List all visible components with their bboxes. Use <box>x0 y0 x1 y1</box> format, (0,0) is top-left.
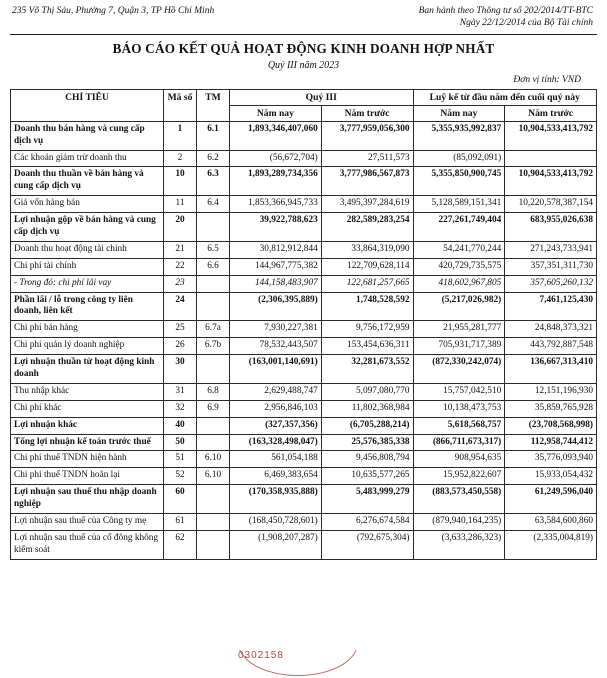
row-quarter-this-year: (170,358,935,888) <box>230 485 322 514</box>
row-code: 61 <box>164 514 197 531</box>
row-tm <box>197 417 230 434</box>
row-label: Doanh thu hoạt động tài chính <box>11 241 164 258</box>
row-code: 11 <box>164 196 197 213</box>
col-cumulative-last-year: Năm trước <box>505 105 597 121</box>
row-quarter-this-year: (1,908,207,287) <box>230 530 322 559</box>
row-cumulative-this-year: 418,602,967,805 <box>413 275 505 292</box>
currency-unit: Đơn vị tính: VND <box>513 74 581 85</box>
row-quarter-last-year: 122,681,257,665 <box>321 275 413 292</box>
table-row <box>11 417 597 434</box>
row-quarter-last-year: 25,576,385,338 <box>321 434 413 451</box>
seal-text: 0302158 <box>238 650 284 661</box>
table-header-row-1 <box>11 89 597 105</box>
row-cumulative-this-year: 5,355,850,900,745 <box>413 167 505 196</box>
form-note-line-1: Ban hành theo Thông tư số 202/2014/TT-BTC <box>418 6 593 16</box>
row-quarter-last-year: 1,748,528,592 <box>321 292 413 321</box>
row-quarter-last-year: 32,281,673,552 <box>321 355 413 384</box>
row-label: Phần lãi / lỗ trong công ty liên doanh, liên kết <box>11 292 164 321</box>
company-address: 235 Võ Thị Sáu, Phường 7, Quận 3, TP Hồ Chí Minh <box>12 6 215 16</box>
row-label: Chi phí tài chính <box>11 258 164 275</box>
row-label: Lợi nhuận gộp về bán hàng và cung cấp dịch vụ <box>11 213 164 242</box>
row-cumulative-this-year: (872,330,242,074) <box>413 355 505 384</box>
col-cumulative-this-year: Năm nay <box>413 105 505 121</box>
row-quarter-last-year: 27,511,573 <box>321 150 413 167</box>
row-label: Chi phí quản lý doanh nghiệp <box>11 338 164 355</box>
row-tm <box>197 514 230 531</box>
table-row <box>11 514 597 531</box>
row-quarter-this-year: 30,812,912,844 <box>230 241 322 258</box>
row-code: 51 <box>164 451 197 468</box>
row-cumulative-last-year: 10,904,533,413,792 <box>505 121 597 150</box>
table-row <box>11 150 597 167</box>
table-row <box>11 338 597 355</box>
row-code: 26 <box>164 338 197 355</box>
row-cumulative-last-year: 10,220,578,387,154 <box>505 196 597 213</box>
form-note-line-2: Ngày 22/12/2014 của Bộ Tài chính <box>459 17 593 28</box>
row-tm <box>197 275 230 292</box>
row-code: 25 <box>164 321 197 338</box>
row-cumulative-last-year: 112,958,744,412 <box>505 434 597 451</box>
row-quarter-last-year: 11,802,368,984 <box>321 400 413 417</box>
table-row <box>11 451 597 468</box>
row-label: Tổng lợi nhuận kế toán trước thuế <box>11 434 164 451</box>
row-cumulative-last-year: 35,859,765,928 <box>505 400 597 417</box>
row-quarter-this-year: 2,956,846,103 <box>230 400 322 417</box>
row-code: 24 <box>164 292 197 321</box>
row-cumulative-this-year: 15,757,042,510 <box>413 383 505 400</box>
table-row <box>11 275 597 292</box>
row-cumulative-this-year: 420,729,735,575 <box>413 258 505 275</box>
row-cumulative-last-year: 271,243,733,941 <box>505 241 597 258</box>
row-tm <box>197 434 230 451</box>
table-row <box>11 400 597 417</box>
header-divider <box>10 34 597 35</box>
row-quarter-this-year: 1,893,346,407,060 <box>230 121 322 150</box>
table-row <box>11 383 597 400</box>
row-quarter-this-year: 39,922,788,623 <box>230 213 322 242</box>
row-label: Chi phí thuế TNDN hiện hành <box>11 451 164 468</box>
row-label: Lợi nhuận khác <box>11 417 164 434</box>
row-label: Doanh thu bán hàng và cung cấp dịch vụ <box>11 121 164 150</box>
row-code: 21 <box>164 241 197 258</box>
table-row <box>11 530 597 559</box>
table-row <box>11 321 597 338</box>
row-cumulative-this-year: (5,217,026,982) <box>413 292 505 321</box>
row-tm: 6.7a <box>197 321 230 338</box>
row-cumulative-this-year: 705,931,717,389 <box>413 338 505 355</box>
row-tm: 6.2 <box>197 150 230 167</box>
row-tm <box>197 213 230 242</box>
row-quarter-this-year: 144,158,483,907 <box>230 275 322 292</box>
row-cumulative-this-year: 227,261,749,404 <box>413 213 505 242</box>
row-label: Doanh thu thuần về bán hàng và cung cấp dịch vụ <box>11 167 164 196</box>
row-quarter-last-year: (6,705,288,214) <box>321 417 413 434</box>
row-cumulative-this-year: (879,940,164,235) <box>413 514 505 531</box>
col-group-cumulative: Luỹ kế từ đầu năm đến cuối quý này <box>413 89 597 105</box>
row-label: Lợi nhuận sau thuế thu nhập doanh nghiệp <box>11 485 164 514</box>
row-cumulative-this-year: 908,954,635 <box>413 451 505 468</box>
row-quarter-this-year: (163,001,140,691) <box>230 355 322 384</box>
row-cumulative-this-year: (866,711,673,317) <box>413 434 505 451</box>
row-cumulative-last-year: 683,955,026,638 <box>505 213 597 242</box>
row-tm <box>197 292 230 321</box>
row-tm: 6.9 <box>197 400 230 417</box>
row-cumulative-this-year: 15,952,822,607 <box>413 468 505 485</box>
row-cumulative-last-year: 24,848,373,321 <box>505 321 597 338</box>
row-quarter-last-year: 9,456,808,794 <box>321 451 413 468</box>
row-quarter-last-year: 5,483,999,279 <box>321 485 413 514</box>
row-quarter-last-year: 6,276,674,584 <box>321 514 413 531</box>
row-tm: 6.1 <box>197 121 230 150</box>
row-quarter-this-year: 1,893,289,734,356 <box>230 167 322 196</box>
row-cumulative-last-year <box>505 150 597 167</box>
row-quarter-last-year: 3,495,397,284,619 <box>321 196 413 213</box>
row-code: 1 <box>164 121 197 150</box>
row-code: 40 <box>164 417 197 434</box>
row-cumulative-this-year: 21,955,281,777 <box>413 321 505 338</box>
document-header <box>10 4 597 33</box>
row-cumulative-this-year: 5,128,589,151,341 <box>413 196 505 213</box>
row-quarter-this-year: 7,930,227,381 <box>230 321 322 338</box>
row-code: 31 <box>164 383 197 400</box>
row-tm: 6.4 <box>197 196 230 213</box>
row-cumulative-last-year: 357,351,311,730 <box>505 258 597 275</box>
row-tm <box>197 355 230 384</box>
table-row <box>11 485 597 514</box>
row-quarter-this-year: 78,532,443,507 <box>230 338 322 355</box>
row-tm <box>197 485 230 514</box>
table-row <box>11 241 597 258</box>
col-group-quarter: Quý III <box>230 89 414 105</box>
row-quarter-last-year: (792,675,304) <box>321 530 413 559</box>
row-code: 60 <box>164 485 197 514</box>
income-statement-table <box>10 89 597 560</box>
row-cumulative-this-year: 54,241,770,244 <box>413 241 505 258</box>
row-cumulative-this-year: 10,138,473,753 <box>413 400 505 417</box>
row-cumulative-last-year: 357,605,260,132 <box>505 275 597 292</box>
col-indicator: CHỈ TIÊU <box>11 89 164 121</box>
row-code: 2 <box>164 150 197 167</box>
row-code: 10 <box>164 167 197 196</box>
row-label: Chi phí thuế TNDN hoãn lại <box>11 468 164 485</box>
col-tm: TM <box>197 89 230 121</box>
row-quarter-last-year: 3,777,959,056,300 <box>321 121 413 150</box>
table-row <box>11 258 597 275</box>
row-label: Thu nhập khác <box>11 383 164 400</box>
row-quarter-last-year: 282,589,283,254 <box>321 213 413 242</box>
row-code: 22 <box>164 258 197 275</box>
row-quarter-this-year: 561,054,188 <box>230 451 322 468</box>
row-quarter-last-year: 122,709,628,114 <box>321 258 413 275</box>
row-quarter-this-year: (327,357,356) <box>230 417 322 434</box>
row-cumulative-last-year: (2,335,004,819) <box>505 530 597 559</box>
row-code: 30 <box>164 355 197 384</box>
table-row <box>11 434 597 451</box>
row-label: Lợi nhuận sau thuế của cổ đông không kiểm soát <box>11 530 164 559</box>
row-tm <box>197 530 230 559</box>
row-cumulative-last-year: 15,933,054,432 <box>505 468 597 485</box>
row-quarter-this-year: (56,672,704) <box>230 150 322 167</box>
page-subtitle: Quý III năm 2023 <box>267 59 340 71</box>
row-quarter-this-year: (2,306,395,889) <box>230 292 322 321</box>
col-quarter-this-year: Năm nay <box>230 105 322 121</box>
row-label: Các khoản giảm trừ doanh thu <box>11 150 164 167</box>
row-quarter-last-year: 33,864,319,090 <box>321 241 413 258</box>
form-issuance-note <box>419 6 593 30</box>
row-label: Lợi nhuận sau thuế của Công ty mẹ <box>11 514 164 531</box>
row-code: 62 <box>164 530 197 559</box>
table-header <box>11 89 597 121</box>
row-code: 23 <box>164 275 197 292</box>
row-cumulative-last-year: 35,776,093,940 <box>505 451 597 468</box>
row-cumulative-this-year: (3,633,286,323) <box>413 530 505 559</box>
seal-arc <box>238 650 358 676</box>
table-row <box>11 121 597 150</box>
row-tm: 6.8 <box>197 383 230 400</box>
row-cumulative-last-year: 7,461,125,430 <box>505 292 597 321</box>
row-tm: 6.3 <box>197 167 230 196</box>
row-label: Lợi nhuận thuần từ hoạt động kinh doanh <box>11 355 164 384</box>
col-quarter-last-year: Năm trước <box>321 105 413 121</box>
row-quarter-last-year: 153,454,636,311 <box>321 338 413 355</box>
row-tm: 6.5 <box>197 241 230 258</box>
row-quarter-this-year: 6,469,383,654 <box>230 468 322 485</box>
row-quarter-last-year: 3,777,986,567,873 <box>321 167 413 196</box>
row-tm: 6.10 <box>197 468 230 485</box>
row-quarter-this-year: 2,629,488,747 <box>230 383 322 400</box>
row-code: 50 <box>164 434 197 451</box>
row-quarter-this-year: 144,967,775,382 <box>230 258 322 275</box>
row-cumulative-this-year: 5,355,935,992,837 <box>413 121 505 150</box>
table-row <box>11 468 597 485</box>
row-tm: 6.6 <box>197 258 230 275</box>
table-row <box>11 355 597 384</box>
row-cumulative-last-year: 10,904,533,413,792 <box>505 167 597 196</box>
row-quarter-last-year: 10,635,577,265 <box>321 468 413 485</box>
row-label: Chi phí bán hàng <box>11 321 164 338</box>
row-cumulative-last-year: 12,151,196,930 <box>505 383 597 400</box>
table-body <box>11 121 597 559</box>
table-row <box>11 292 597 321</box>
row-cumulative-last-year: 61,249,596,040 <box>505 485 597 514</box>
row-quarter-this-year: (168,450,728,601) <box>230 514 322 531</box>
row-code: 20 <box>164 213 197 242</box>
row-cumulative-this-year: (85,092,091) <box>413 150 505 167</box>
table-row <box>11 213 597 242</box>
row-cumulative-last-year: (23,708,568,998) <box>505 417 597 434</box>
row-label: Chi phí khác <box>11 400 164 417</box>
row-quarter-this-year: 1,853,366,945,733 <box>230 196 322 213</box>
table-row <box>11 196 597 213</box>
col-code: Mã số <box>164 89 197 121</box>
row-cumulative-this-year: (883,573,450,558) <box>413 485 505 514</box>
row-cumulative-last-year: 443,792,887,548 <box>505 338 597 355</box>
row-cumulative-last-year: 136,667,313,410 <box>505 355 597 384</box>
row-label: - Trong đó: chi phí lãi vay <box>11 275 164 292</box>
page-title: BÁO CÁO KẾT QUẢ HOẠT ĐỘNG KINH DOANH HỢP NHẤT <box>112 40 495 56</box>
row-tm: 6.7b <box>197 338 230 355</box>
row-cumulative-this-year: 5,618,568,757 <box>413 417 505 434</box>
row-quarter-this-year: (163,328,498,047) <box>230 434 322 451</box>
company-seal-stamp <box>238 650 358 678</box>
row-code: 32 <box>164 400 197 417</box>
row-cumulative-last-year: 63,584,600,860 <box>505 514 597 531</box>
row-quarter-last-year: 9,756,172,959 <box>321 321 413 338</box>
row-label: Giá vốn hàng bán <box>11 196 164 213</box>
row-tm: 6.10 <box>197 451 230 468</box>
row-code: 52 <box>164 468 197 485</box>
row-quarter-last-year: 5,097,080,770 <box>321 383 413 400</box>
table-row <box>11 167 597 196</box>
